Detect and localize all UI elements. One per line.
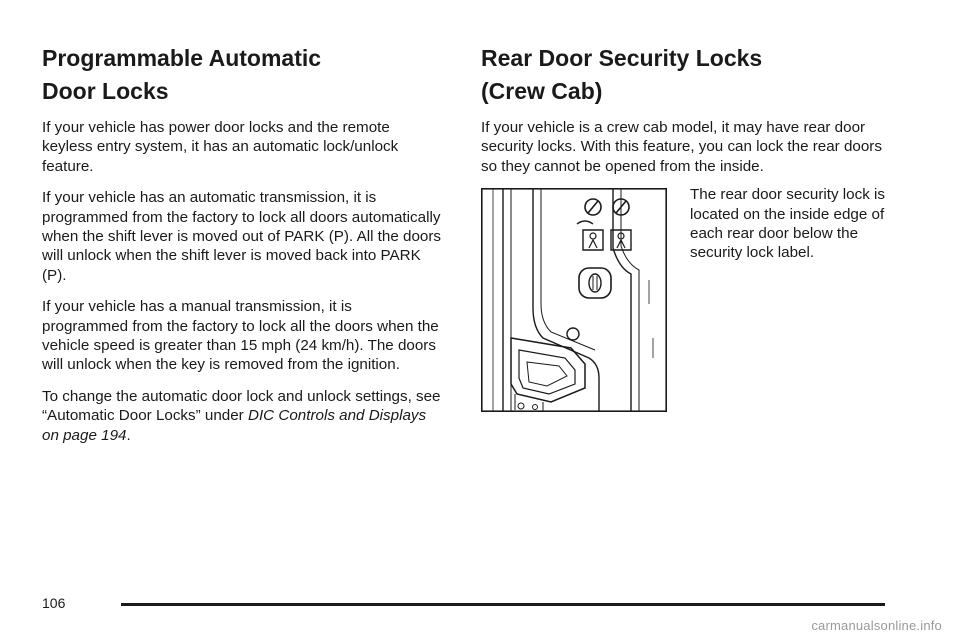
watermark: carmanualsonline.info <box>811 618 942 633</box>
paragraph-4 <box>42 387 442 445</box>
left-column <box>42 42 442 457</box>
section-heading-programmable-locks <box>42 42 442 108</box>
heading-line-1: Programmable Automatic <box>42 45 322 71</box>
right-column <box>481 42 901 418</box>
heading-line-2: Door Locks <box>42 78 169 104</box>
heading-line-1: Rear Door Security Locks <box>481 45 763 71</box>
figure-caption: The rear door security lock is located on the inside edge of each rear door below the security lock label. <box>690 186 885 262</box>
paragraph-1: If your vehicle has power door locks and the remote keyless entry system, it has an automatic lock/unlock feature. <box>42 119 399 175</box>
figure-row <box>481 188 901 418</box>
section-heading-rear-door-locks <box>481 42 901 108</box>
paragraph-2: If your vehicle has an automatic transmission, it is programmed from the factory to lock all doors automatically when the shift lever is moved out of PARK (P). All the doors will unlock when the shift lever is moved back into PARK (P). <box>42 189 441 284</box>
heading-line-2: (Crew Cab) <box>481 78 603 104</box>
intro-paragraph: If your vehicle is a crew cab model, it may have rear door security locks. With this feature, you can lock the rear doors so they cannot be opened from the inside. <box>481 119 882 175</box>
paragraph-4-text: To change the automatic door lock and unlock settings, see “Automatic Door Locks” under <box>42 387 441 425</box>
footer-rule <box>121 603 885 606</box>
cross-reference-link[interactable]: DIC Controls and Displays on page 194 <box>42 407 427 444</box>
paragraph-3: If your vehicle has a manual transmission, it is programmed from the factory to lock all the doors when the vehicle speed is greater than 15 mph (24 km/h). The doors will unlock when the key is removed from the ignition. <box>42 298 439 374</box>
page-number: 106 <box>42 595 66 611</box>
cross-reference-suffix: . <box>126 426 131 444</box>
door-lock-illustration <box>481 188 667 412</box>
